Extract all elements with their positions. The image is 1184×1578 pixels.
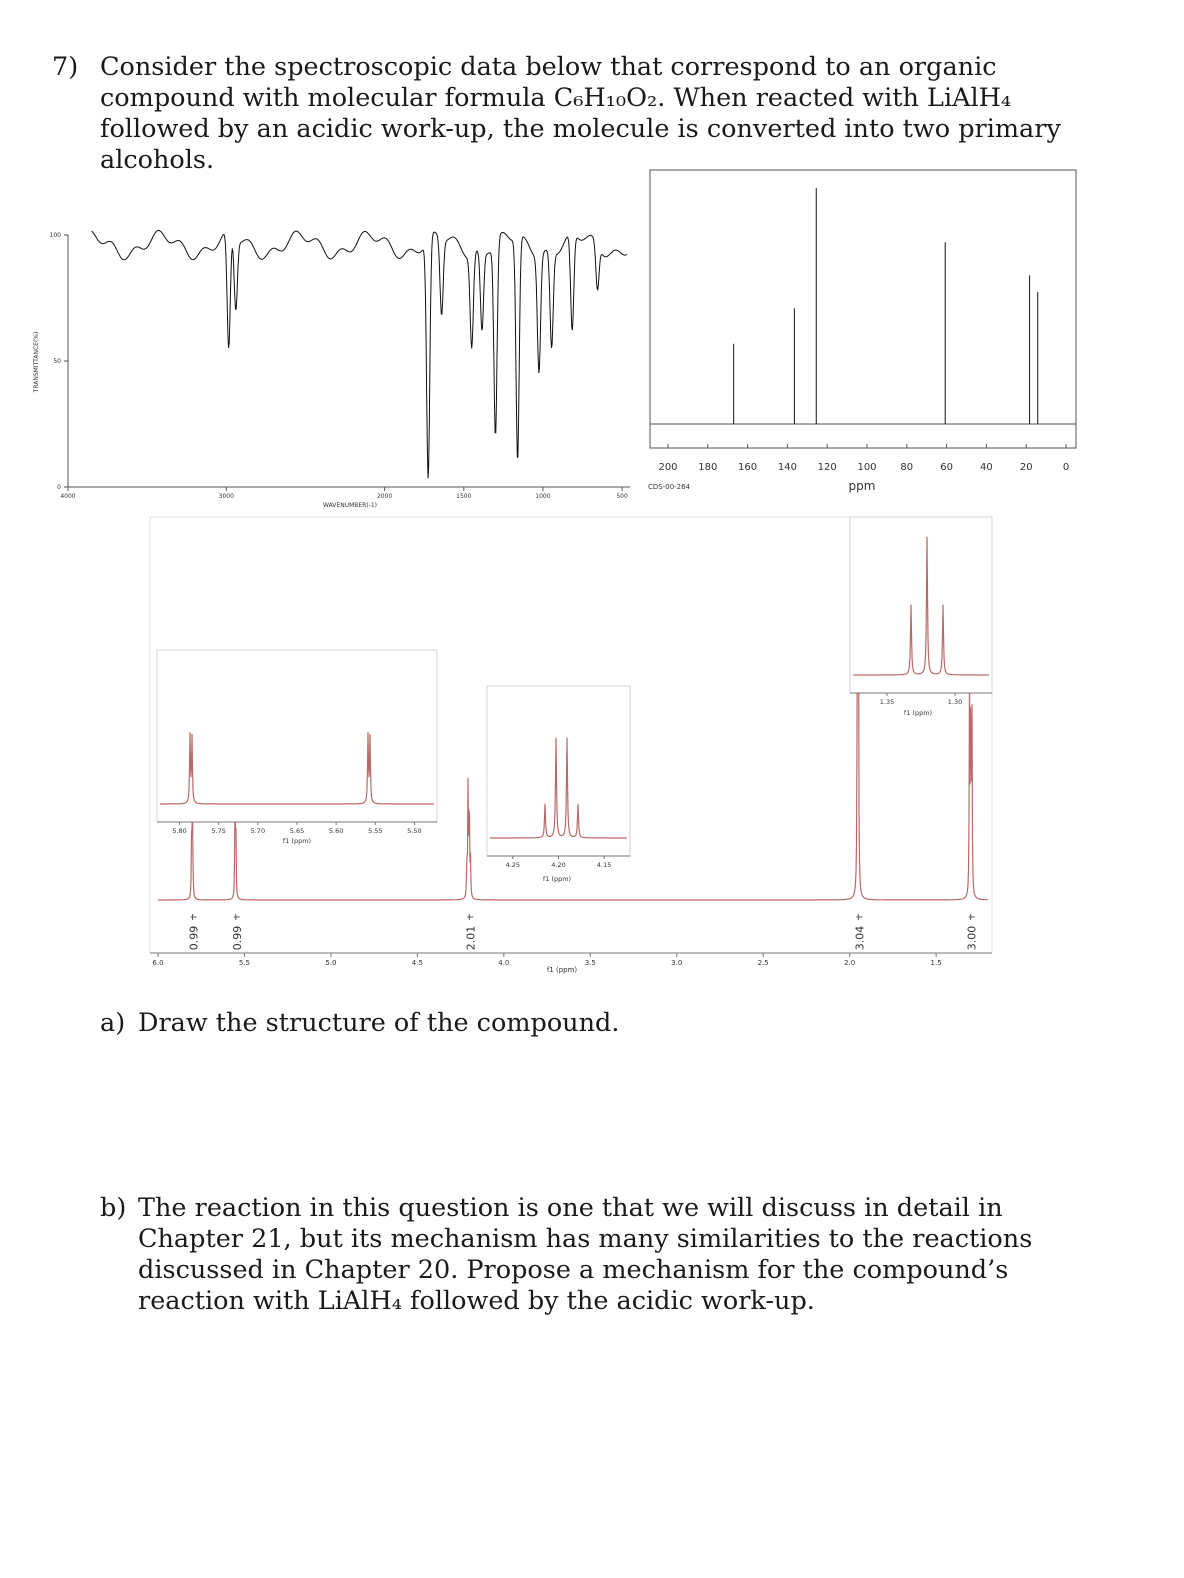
inset-2-x-label: f1 (ppm)	[542, 875, 572, 883]
h1-x-tick-label: 6.0	[152, 959, 164, 967]
inset-tick-label: 4.25	[505, 861, 521, 869]
ir-y-label: TRANSMITTANCE(%)	[33, 331, 40, 393]
inset-tick-label: 5.75	[211, 827, 226, 835]
h1-inset-alkene	[157, 650, 437, 845]
h1-x-tick-label: 3.5	[584, 959, 596, 967]
integral-label: 0.99	[187, 925, 201, 951]
inset-3-x-label: f1 (ppm)	[903, 709, 933, 717]
h1-inset-quartet	[487, 686, 630, 883]
question-text: Consider the spectroscopic data below that correspond to an organic compound with molecular formula C₆H₁₀O₂. When reacted with LiAlH₄ followed by an acidic work-up, the molecule is converted into two primary alcohols.	[100, 52, 1061, 175]
inset-3-frame	[850, 517, 992, 693]
c13-x-label: ppm	[848, 479, 876, 493]
c13-x-tick-label: 40	[980, 462, 993, 473]
h1-x-tick-label: 4.0	[498, 959, 510, 967]
c13-x-tick-label: 200	[658, 462, 678, 473]
inset-tick-label: 5.65	[289, 827, 305, 835]
ir-y-tick-label: 100	[49, 232, 61, 239]
c13-x-tick-label: 160	[738, 462, 758, 473]
c13-x-tick-label: 0	[1062, 462, 1070, 473]
c13-x-tick-label: 20	[1019, 462, 1033, 473]
h1-inset-triplet	[850, 517, 992, 717]
inset-tick-label: 4.15	[596, 861, 612, 869]
ir-x-tick-label: 500	[616, 493, 628, 500]
inset-tick-label: 5.70	[250, 827, 266, 835]
inset-tick-label: 5.55	[368, 827, 383, 835]
h1-x-tick-label: 1.5	[930, 959, 942, 967]
h1-x-tick-label: 5.5	[238, 959, 251, 967]
integral-label: 2.01	[464, 925, 478, 951]
ir-x-tick-label: 1500	[456, 493, 472, 500]
inset-1-frame	[157, 650, 437, 822]
h1-x-tick-label: 3.0	[671, 959, 683, 967]
inset-tick-label: 5.60	[328, 827, 344, 835]
inset-tick-label: 1.30	[947, 698, 963, 706]
h1-x-label: f1 (ppm)	[546, 966, 578, 974]
ir-x-label: WAVENUMBER(-1)	[322, 502, 378, 509]
inset-tick-label: 4.20	[551, 861, 566, 869]
inset-tick-label: 5.50	[407, 827, 422, 835]
c13-frame	[650, 170, 1076, 448]
integral-label: 3.04	[853, 925, 867, 951]
h1-nmr-spectrum	[150, 517, 992, 974]
h1-x-tick-label: 5.0	[325, 959, 337, 967]
ir-spectrum	[33, 230, 630, 509]
ir-y-tick-label: 0	[57, 484, 61, 491]
c13-x-tick-label: 100	[857, 462, 877, 473]
ir-x-tick-label: 2000	[376, 493, 393, 500]
c13-x-tick-label: 60	[940, 462, 953, 473]
ir-x-tick-label: 4000	[60, 493, 76, 500]
c13-code: CDS-00-264	[648, 483, 691, 491]
inset-1-x-label: f1 (ppm)	[282, 837, 312, 845]
part-a-label: a)	[100, 1008, 126, 1038]
inset-tick-label: 1.35	[879, 698, 895, 706]
h1-x-tick-label: 4.5	[411, 959, 423, 967]
inset-tick-label: 5.80	[172, 827, 187, 835]
h1-x-tick-label: 2.5	[757, 959, 769, 967]
part-a-text: Draw the structure of the compound.	[138, 1008, 620, 1038]
c13-x-tick-label: 80	[900, 462, 914, 473]
part-b-label: b)	[100, 1193, 127, 1223]
h1-x-tick-label: 2.0	[844, 959, 856, 967]
part-b-text: The reaction in this question is one that we will discuss in detail in Chapter 21, but its mechanism has many similarities to the reactions discussed in Chapter 20. Propose a mechanism for the compound’s reaction with LiAlH₄ followed by the acidic work-up.	[138, 1193, 1033, 1316]
integral-label: 0.99	[230, 925, 244, 951]
c13-x-tick-label: 120	[817, 462, 837, 473]
ir-x-tick-label: 1000	[535, 493, 551, 500]
ir-x-tick-label: 3000	[218, 493, 234, 500]
question-number: 7)	[52, 52, 79, 82]
c13-x-tick-label: 180	[698, 462, 718, 473]
ir-trace	[92, 230, 627, 478]
c13-x-tick-label: 140	[777, 462, 797, 473]
ir-y-tick-label: 50	[53, 358, 61, 365]
integral-label: 3.00	[965, 925, 979, 951]
c13-nmr-spectrum	[648, 170, 1076, 493]
